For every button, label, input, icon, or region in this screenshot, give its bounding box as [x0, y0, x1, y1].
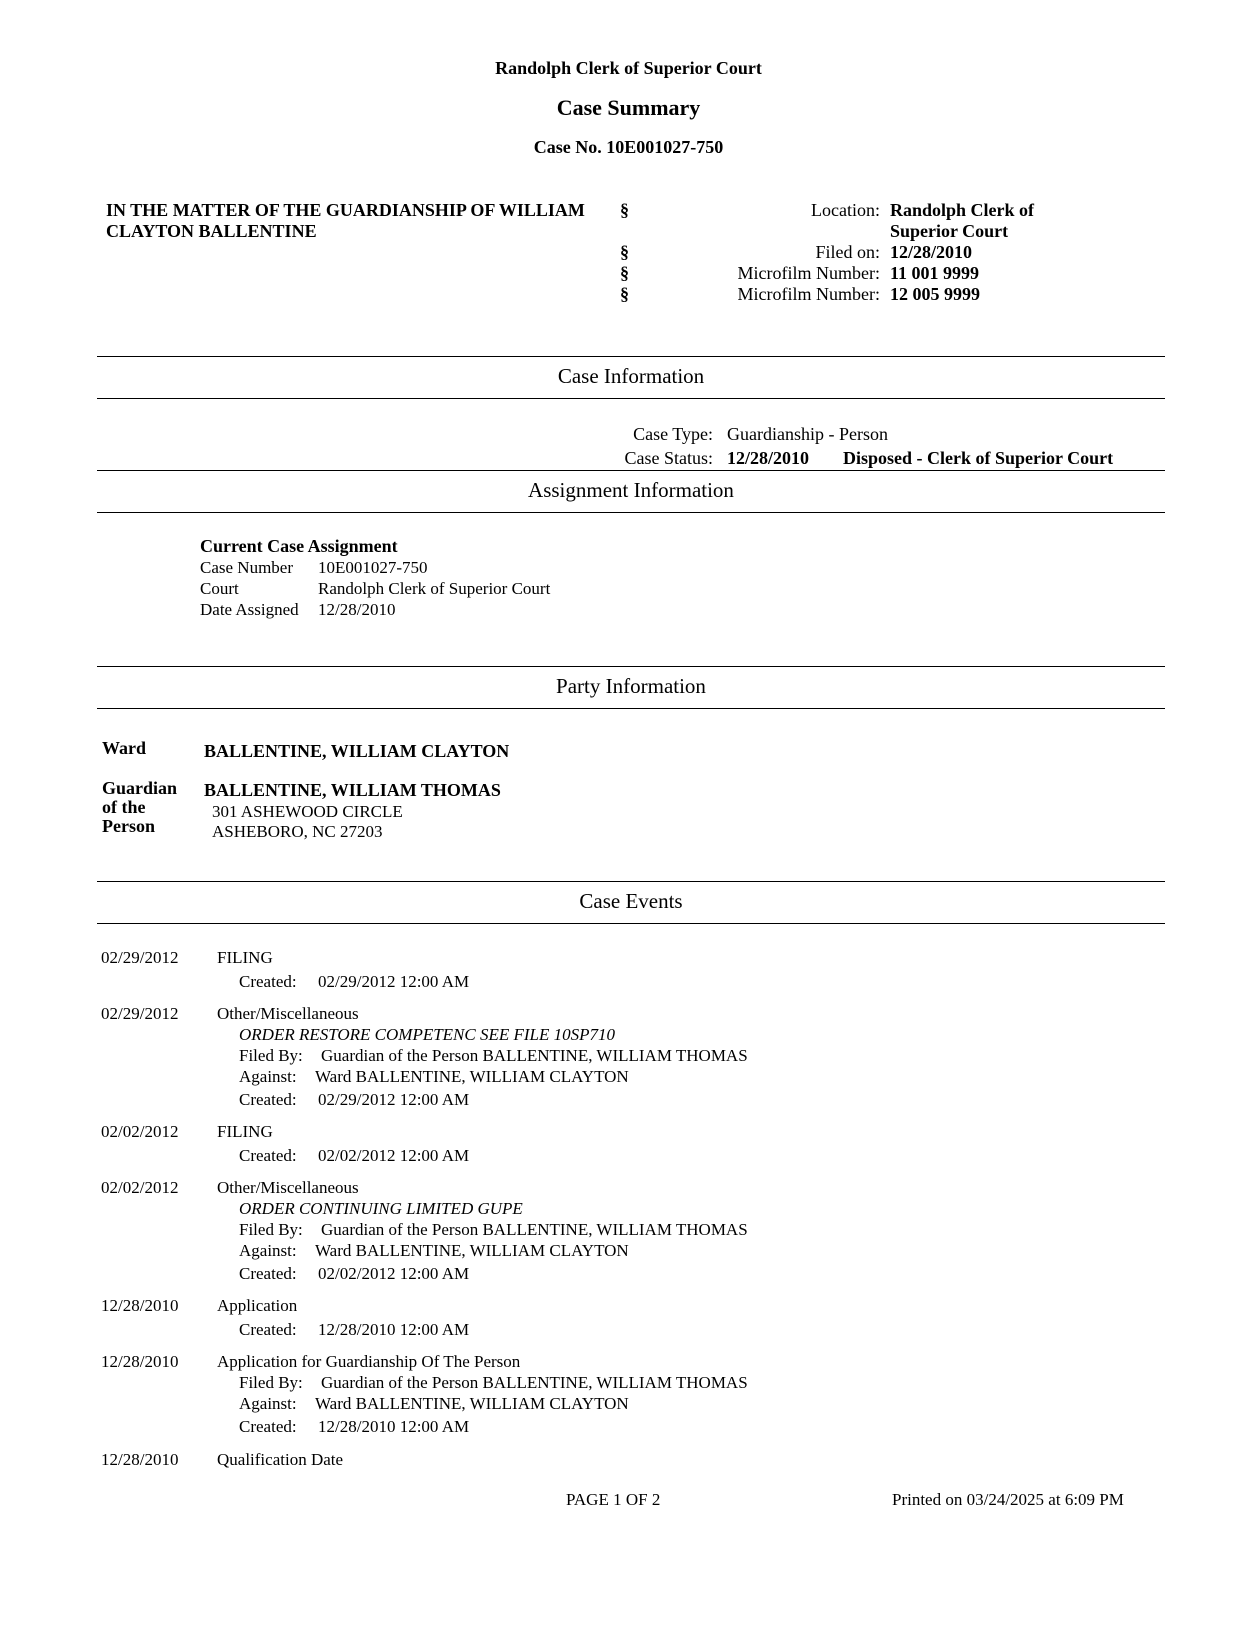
- event-type: Application: [217, 1296, 298, 1315]
- event-created-value: 02/29/2012 12:00 AM: [318, 1090, 470, 1109]
- event-filed-by-label: Filed By:: [239, 1373, 303, 1392]
- location-value: Superior Court: [890, 221, 1009, 241]
- party-role-ward: Ward: [102, 738, 147, 758]
- case-information-heading: Case Information: [557, 364, 705, 388]
- party-information-heading: Party Information: [556, 674, 706, 698]
- divider: [97, 923, 1165, 924]
- case-status-label: Case Status:: [624, 448, 713, 468]
- event-description: ORDER RESTORE COMPETENC SEE FILE 10SP710: [239, 1025, 616, 1044]
- party-role-guardian: Person: [102, 816, 155, 836]
- page-number: PAGE 1 OF 2: [566, 1490, 661, 1509]
- assignment-information-heading: Assignment Information: [528, 478, 734, 502]
- event-type: Qualification Date: [217, 1450, 344, 1469]
- event-created-label: Created:: [239, 1146, 297, 1165]
- event-created-value: 12/28/2010 12:00 AM: [318, 1417, 470, 1436]
- event-type: Other/Miscellaneous: [217, 1178, 359, 1197]
- page-title: Case Summary: [556, 95, 701, 120]
- divider: [97, 470, 1165, 471]
- divider: [97, 666, 1165, 667]
- case-events-heading: Case Events: [579, 889, 683, 913]
- assignment-case-number-label: Case Number: [200, 558, 294, 577]
- event-type: FILING: [217, 1122, 273, 1141]
- party-name-guardian: BALLENTINE, WILLIAM THOMAS: [204, 780, 501, 800]
- divider: [97, 398, 1165, 399]
- event-created-value: 02/02/2012 12:00 AM: [318, 1146, 470, 1165]
- event-created-label: Created:: [239, 972, 297, 991]
- location-value: Randolph Clerk of: [890, 200, 1035, 220]
- filed-on-label: Filed on:: [815, 242, 880, 262]
- event-created-label: Created:: [239, 1417, 297, 1436]
- party-address-line: 301 ASHEWOOD CIRCLE: [212, 802, 403, 821]
- caption-line-2: CLAYTON BALLENTINE: [106, 221, 317, 241]
- party-address-line: ASHEBORO, NC 27203: [212, 822, 383, 841]
- assignment-case-number-value: 10E001027-750: [318, 558, 428, 577]
- assignment-court-value: Randolph Clerk of Superior Court: [318, 579, 551, 598]
- microfilm-label: Microfilm Number:: [737, 284, 880, 304]
- section-symbol: §: [620, 284, 629, 304]
- event-date: 02/02/2012: [101, 1122, 179, 1141]
- court-name: Randolph Clerk of Superior Court: [495, 58, 762, 78]
- event-created-label: Created:: [239, 1320, 297, 1339]
- assignment-court-label: Court: [200, 579, 239, 598]
- event-filed-by-value: Guardian of the Person BALLENTINE, WILLIAM THOMAS: [321, 1373, 748, 1392]
- location-label: Location:: [811, 200, 880, 220]
- current-assignment-heading: Current Case Assignment: [200, 536, 398, 556]
- event-filed-by-label: Filed By:: [239, 1220, 303, 1239]
- event-against-label: Against:: [239, 1241, 297, 1260]
- microfilm-value: 11 001 9999: [890, 263, 980, 283]
- party-role-guardian: Guardian: [102, 778, 178, 798]
- printed-timestamp: Printed on 03/24/2025 at 6:09 PM: [892, 1490, 1124, 1509]
- event-date: 02/29/2012: [101, 1004, 179, 1023]
- event-date: 12/28/2010: [101, 1296, 179, 1315]
- event-against-label: Against:: [239, 1067, 297, 1086]
- event-type: Other/Miscellaneous: [217, 1004, 359, 1023]
- event-created-value: 02/02/2012 12:00 AM: [318, 1264, 470, 1283]
- event-type: FILING: [217, 948, 273, 967]
- event-date: 12/28/2010: [101, 1352, 179, 1371]
- assignment-date-value: 12/28/2010: [318, 600, 396, 619]
- divider: [97, 512, 1165, 513]
- section-symbol: §: [620, 263, 629, 283]
- event-date: 02/29/2012: [101, 948, 179, 967]
- event-date: 02/02/2012: [101, 1178, 179, 1197]
- event-against-value: Ward BALLENTINE, WILLIAM CLAYTON: [315, 1241, 629, 1260]
- microfilm-label: Microfilm Number:: [737, 263, 880, 283]
- divider: [97, 356, 1165, 357]
- filed-on-value: 12/28/2010: [890, 242, 973, 262]
- event-created-value: 02/29/2012 12:00 AM: [318, 972, 470, 991]
- event-filed-by-label: Filed By:: [239, 1046, 303, 1065]
- event-against-value: Ward BALLENTINE, WILLIAM CLAYTON: [315, 1394, 629, 1413]
- case-type-label: Case Type:: [633, 424, 713, 444]
- microfilm-value: 12 005 9999: [890, 284, 980, 304]
- case-status-date: 12/28/2010: [727, 448, 810, 468]
- caption-line-1: IN THE MATTER OF THE GUARDIANSHIP OF WILLIAM: [106, 200, 585, 220]
- case-type-value: Guardianship - Person: [727, 424, 888, 444]
- case-number-header: Case No. 10E001027-750: [533, 137, 724, 157]
- event-created-label: Created:: [239, 1090, 297, 1109]
- event-filed-by-value: Guardian of the Person BALLENTINE, WILLIAM THOMAS: [321, 1046, 748, 1065]
- event-date: 12/28/2010: [101, 1450, 179, 1469]
- section-symbol: §: [620, 242, 629, 262]
- event-against-label: Against:: [239, 1394, 297, 1413]
- section-symbol: §: [620, 200, 629, 220]
- event-description: ORDER CONTINUING LIMITED GUPE: [239, 1199, 523, 1218]
- party-role-guardian: of the: [102, 797, 146, 817]
- case-status-value: Disposed - Clerk of Superior Court: [843, 448, 1114, 468]
- event-created-value: 12/28/2010 12:00 AM: [318, 1320, 470, 1339]
- assignment-date-label: Date Assigned: [200, 600, 299, 619]
- event-against-value: Ward BALLENTINE, WILLIAM CLAYTON: [315, 1067, 629, 1086]
- event-filed-by-value: Guardian of the Person BALLENTINE, WILLIAM THOMAS: [321, 1220, 748, 1239]
- divider: [97, 708, 1165, 709]
- party-name-ward: BALLENTINE, WILLIAM CLAYTON: [204, 741, 510, 761]
- event-type: Application for Guardianship Of The Person: [217, 1352, 521, 1371]
- divider: [97, 881, 1165, 882]
- event-created-label: Created:: [239, 1264, 297, 1283]
